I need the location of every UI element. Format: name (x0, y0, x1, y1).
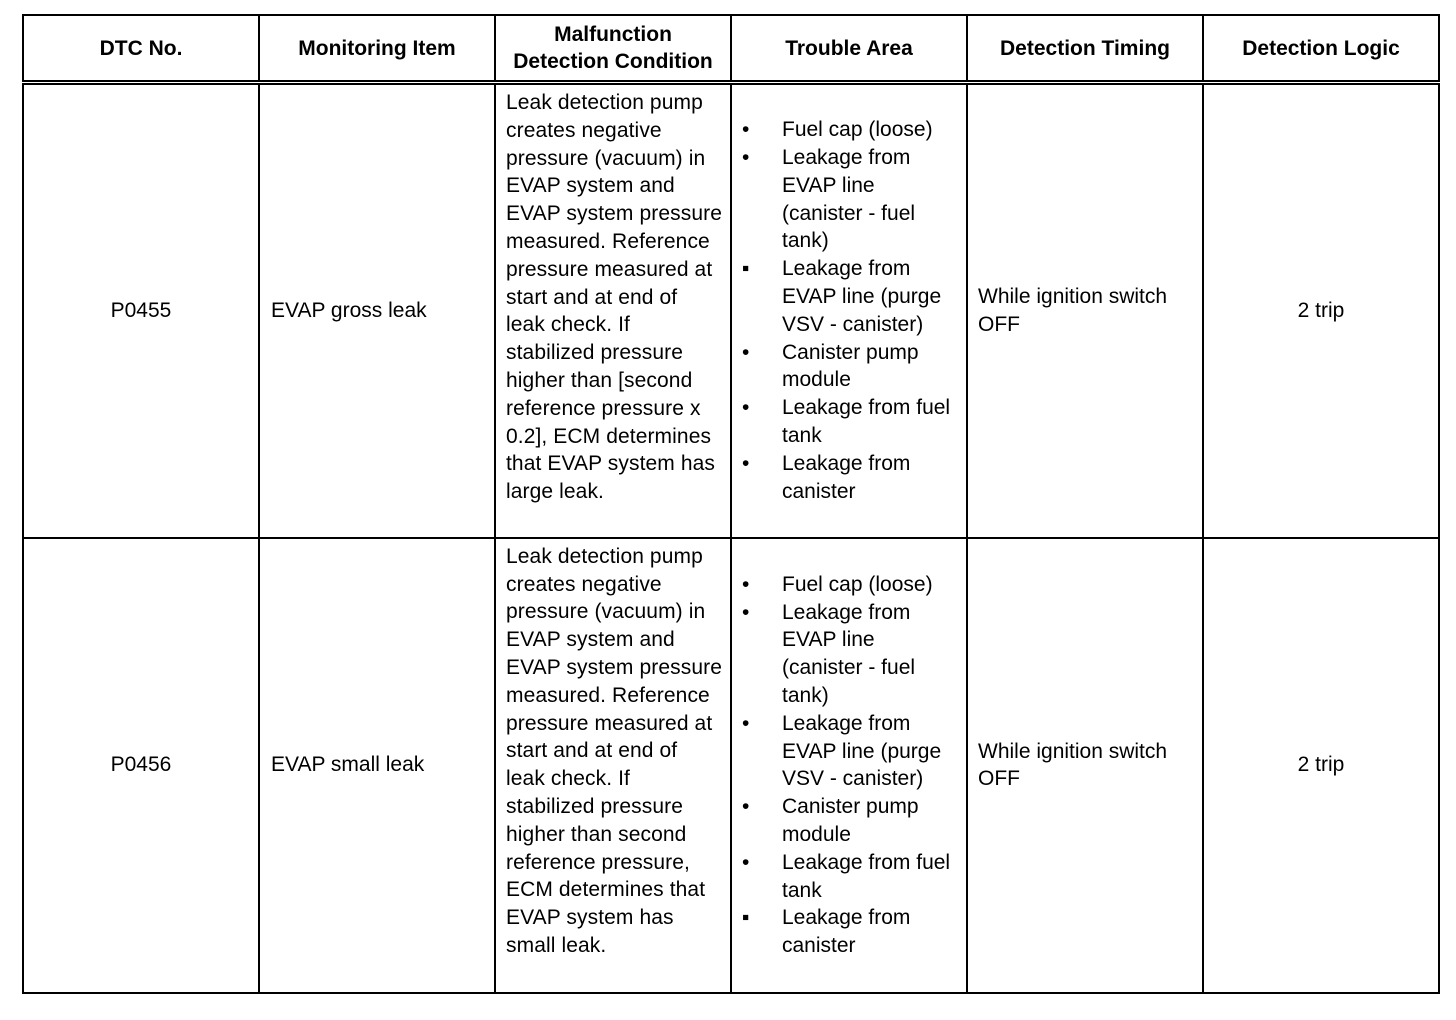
header-monitoring-item: Monitoring Item (259, 15, 495, 83)
header-detection-logic: Detection Logic (1203, 15, 1439, 83)
bullet-icon: • (742, 146, 750, 170)
bullet-icon: • (742, 711, 750, 735)
trouble-area-list (732, 116, 966, 505)
trouble-area-cell (731, 538, 967, 993)
bullet-icon: • (742, 340, 750, 364)
trouble-area-text: Leakage from fuel tank (782, 850, 951, 902)
trouble-area-item (742, 255, 958, 338)
trouble-area-item (742, 339, 958, 395)
table-header (23, 15, 1439, 83)
bullet-icon: • (742, 451, 750, 475)
trouble-area-item (742, 599, 958, 710)
trouble-area-text: Leakage from fuel tank (782, 396, 951, 448)
dtc-code: P0455 (23, 83, 259, 538)
header-trouble-area: Trouble Area (731, 15, 967, 83)
trouble-area-item (742, 793, 958, 849)
header-row (23, 15, 1439, 83)
header-malfunction-detection-condition: Malfunction Detection Condition (495, 15, 731, 83)
bullet-icon: • (742, 600, 750, 624)
detection-timing: While ignition switch OFF (967, 83, 1203, 538)
monitoring-item: EVAP gross leak (259, 83, 495, 538)
trouble-area-item (742, 710, 958, 793)
table-row (23, 538, 1439, 993)
table-body (23, 83, 1439, 994)
trouble-area-cell (731, 83, 967, 538)
trouble-area-item (742, 394, 958, 450)
bullet-icon: • (742, 572, 750, 596)
trouble-area-text: Fuel cap (loose) (782, 572, 933, 596)
detection-timing: While ignition switch OFF (967, 538, 1203, 993)
detection-condition: Leak detection pump creates negative pressure (vacuum) in EVAP system and EVAP system pressure measured. Reference pressure measured at start and at end of leak check. If stabilized pressure higher than second reference pressure, ECM determines that EVAP system has small leak. (495, 538, 731, 993)
trouble-area-text: Leakage from canister (782, 451, 911, 503)
trouble-area-item (742, 904, 958, 960)
trouble-area-item (742, 144, 958, 255)
trouble-area-text: Leakage from EVAP line (purge VSV - canister) (782, 711, 942, 791)
header-dtc-no: DTC No. (23, 15, 259, 83)
trouble-area-item (742, 571, 958, 599)
trouble-area-text: Leakage from EVAP line (canister - fuel tank) (782, 146, 916, 253)
bullet-icon: • (742, 118, 750, 142)
table-row (23, 83, 1439, 538)
detection-logic: 2 trip (1203, 83, 1439, 538)
trouble-area-text: Canister pump module (782, 795, 919, 846)
trouble-area-text: Leakage from EVAP line (purge VSV - canister) (782, 257, 942, 336)
trouble-area-text: Leakage from EVAP line (canister - fuel tank) (782, 600, 916, 707)
dtc-table (22, 14, 1440, 994)
bullet-icon: • (742, 396, 750, 420)
trouble-area-text: Canister pump module (782, 340, 919, 392)
monitoring-item: EVAP small leak (259, 538, 495, 993)
trouble-area-text: Fuel cap (loose) (782, 118, 933, 142)
bullet-icon: ▪ (742, 906, 750, 930)
trouble-area-item (742, 849, 958, 905)
bullet-icon: • (742, 850, 750, 874)
bullet-icon: • (742, 795, 750, 819)
trouble-area-item (742, 450, 958, 506)
header-detection-timing: Detection Timing (967, 15, 1203, 83)
trouble-area-list (732, 571, 966, 960)
dtc-code: P0456 (23, 538, 259, 993)
detection-condition: Leak detection pump creates negative pressure (vacuum) in EVAP system and EVAP system pressure measured. Reference pressure measured at start and at end of leak check. If stabilized pressure higher than [second reference pressure x 0.2], ECM determines that EVAP system has large leak. (495, 83, 731, 538)
bullet-icon: ▪ (742, 257, 750, 281)
trouble-area-text: Leakage from canister (782, 906, 911, 958)
detection-logic: 2 trip (1203, 538, 1439, 993)
trouble-area-item (742, 116, 958, 144)
